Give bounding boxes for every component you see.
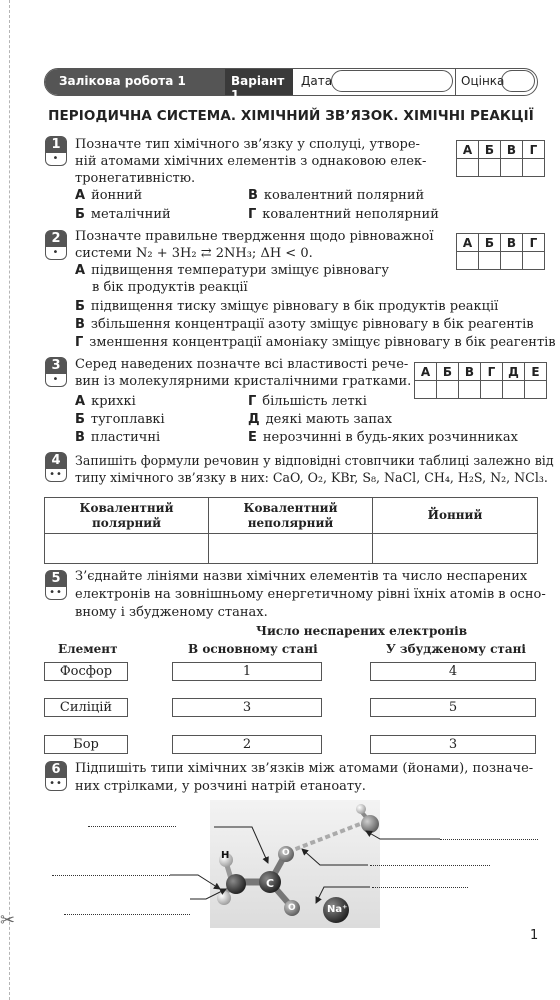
header-divider: [455, 69, 456, 95]
col-covalent-nonpolar: Ковалентний неполярний: [243, 500, 338, 530]
excited-state-header: У збудженому стані: [386, 642, 526, 656]
atom-h-label: H: [221, 850, 230, 861]
cell-ionic[interactable]: [373, 534, 538, 564]
col-ionic: Йонний: [427, 508, 483, 522]
unpaired-electrons-header: Число неспарених електронів: [256, 624, 468, 638]
work-badge: [45, 69, 293, 102]
question-1-text: Позначте тип хімічного зв’язку у сполуці, утворе- ній атомами хімічних елементів з однаковою елек- тронегативністю.: [75, 137, 427, 186]
q3-option-e[interactable]: Е нерозчинні в будь-яких розчинниках: [248, 430, 518, 445]
question-6-text: Підпишіть типи хімічних зв’язків між атомами (йонами), позначе- них стрілками, у розчині натрій етаноату.: [75, 761, 534, 794]
ground-state-header: В основному стані: [188, 642, 318, 656]
bond-type-table: [44, 497, 538, 564]
q1-option-a[interactable]: А йонний: [75, 188, 143, 203]
q1-option-g[interactable]: Г ковалентний неполярний: [248, 207, 439, 222]
cut-line: [9, 0, 10, 1000]
q3-answer-grid[interactable]: А Б В Г Д Е: [414, 362, 547, 399]
date-label: Дата: [301, 74, 333, 88]
grade-field[interactable]: [501, 70, 535, 92]
q1-answer-grid[interactable]: А Б В Г: [456, 140, 545, 177]
ground-value-1[interactable]: 1: [172, 662, 322, 681]
question-number-4: 4 ••: [45, 452, 67, 482]
q3-option-a[interactable]: А крихкі: [75, 394, 136, 409]
element-phosphorus[interactable]: Фосфор: [44, 662, 128, 681]
question-4-text: Запишіть формули речовин у відповідні стовпчики таблиці залежно від типу хімічного зв’язку в них: CaO, O₂, KBr, S₈, NaCl, CH₄, H₂S, N₂, NCl₃.: [75, 453, 554, 485]
atom-o2-label: O: [288, 903, 296, 913]
q2-option-g[interactable]: Г зменшення концентрації амоніаку зміщує рівновагу в бік реагентів: [75, 335, 556, 350]
question-number-5: 5 ••: [45, 570, 67, 600]
col-covalent-polar: Ковалентний полярний: [79, 500, 174, 530]
grade-label: Оцінка: [461, 74, 505, 88]
question-number-2: 2 •: [45, 230, 67, 260]
scissors-icon: ✂: [0, 910, 16, 931]
page-number: 1: [530, 928, 539, 943]
ground-value-2[interactable]: 3: [172, 698, 322, 717]
answer-line-3[interactable]: [52, 875, 170, 876]
q2-option-b[interactable]: Б підвищення тиску зміщує рівновагу в бік продуктів реакції: [75, 299, 499, 314]
question-number-6: 6 ••: [45, 761, 67, 791]
bond-arrows: [40, 815, 550, 925]
answer-line-1[interactable]: [88, 826, 176, 827]
variant-label: Варіант 1: [225, 69, 293, 95]
q2-option-a[interactable]: А підвищення температури зміщує рівновагу: [75, 263, 390, 278]
answer-line-6[interactable]: [64, 914, 190, 915]
cell-covalent-nonpolar[interactable]: [209, 534, 373, 564]
date-field[interactable]: [331, 70, 453, 92]
cell-covalent-polar[interactable]: [45, 534, 209, 564]
question-5-text: З’єднайте лініями назви хімічних елементів та число неспарених електронів на зовнішньому енергетичному рівні їхніх атомів в осно- вному і збудженому станах.: [75, 569, 546, 620]
answer-line-5[interactable]: [372, 887, 468, 888]
q3-option-d[interactable]: Д деякі мають запах: [248, 412, 393, 427]
q2-answer-grid[interactable]: А Б В Г: [456, 233, 545, 270]
atom-c-label: C: [266, 877, 275, 890]
excited-value-1[interactable]: 4: [370, 662, 536, 681]
excited-value-2[interactable]: 5: [370, 698, 536, 717]
atom-o1-label: O: [282, 848, 290, 858]
question-3-text: Серед наведених позначте всі властивості рече- вин із молекулярними кристалічними гратками.: [75, 357, 412, 389]
q2-option-v[interactable]: В збільшення концентрації азоту зміщує рівновагу в бік реагентів: [75, 317, 534, 332]
ground-value-3[interactable]: 2: [172, 735, 322, 754]
answer-line-2[interactable]: [440, 839, 538, 840]
question-number-1: 1 •: [45, 136, 67, 166]
q3-option-b[interactable]: Б тугоплавкі: [75, 412, 165, 427]
q3-option-v[interactable]: В пластичні: [75, 430, 161, 445]
question-2-text: Позначте правильне твердження щодо рівноважної системи N₂ + 3H₂ ⇄ 2NH₃; ΔH < 0.: [75, 229, 434, 261]
answer-line-4[interactable]: [370, 865, 490, 866]
work-title: Залікова робота 1: [59, 74, 186, 88]
worksheet-header: [44, 68, 538, 102]
ion-na-label: Na⁺: [327, 904, 348, 915]
element-col-header: Елемент: [58, 642, 118, 656]
element-silicon[interactable]: Силіцій: [44, 698, 128, 717]
excited-value-3[interactable]: 3: [370, 735, 536, 754]
q2-option-a-cont: в бік продуктів реакції: [92, 280, 248, 295]
q1-option-v[interactable]: В ковалентний полярний: [248, 188, 425, 203]
question-number-3: 3 •: [45, 357, 67, 387]
q1-option-b[interactable]: Б металічний: [75, 207, 171, 222]
page-title: ПЕРІОДИЧНА СИСТЕМА. ХІМІЧНИЙ ЗВ’ЯЗОК. ХІМІЧНІ РЕАКЦІЇ: [48, 108, 534, 124]
element-boron[interactable]: Бор: [44, 735, 128, 754]
q3-option-g[interactable]: Г більшість леткі: [248, 394, 367, 409]
